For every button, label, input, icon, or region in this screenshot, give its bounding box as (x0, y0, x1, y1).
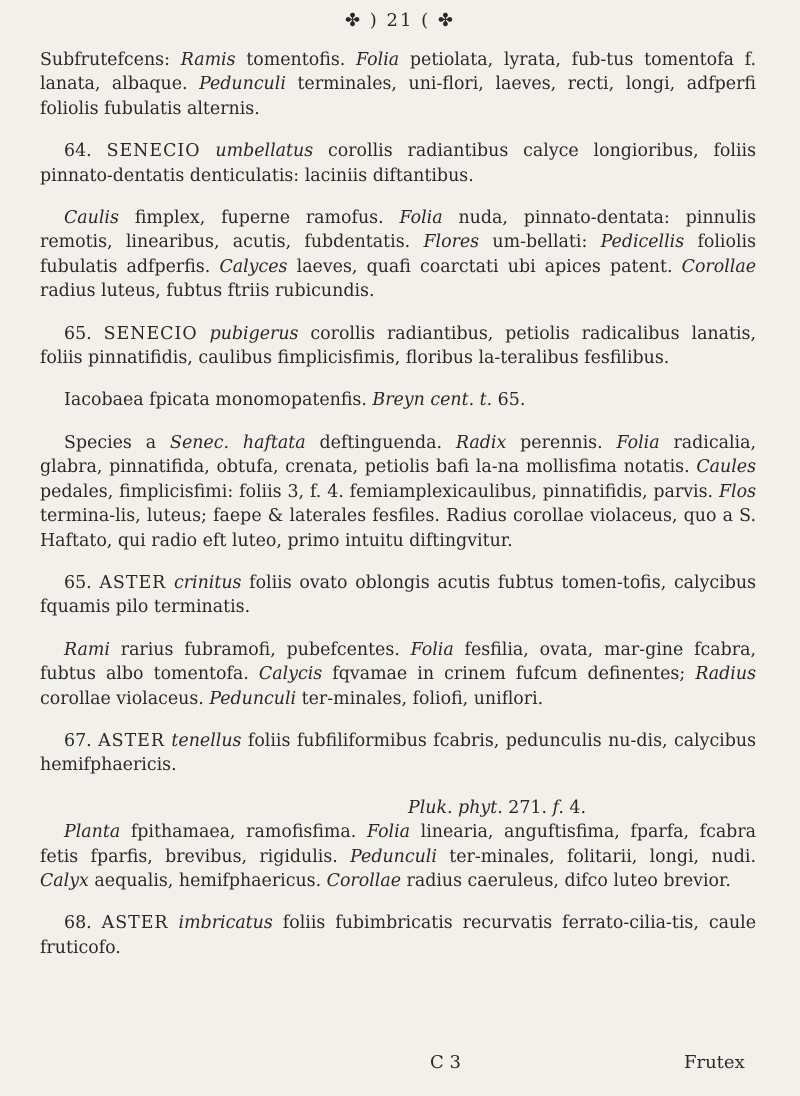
genus-name: ASTER (98, 730, 165, 751)
page-header (0, 10, 800, 31)
entry-65-description: Species a Senec. haftata deftinguenda. Radix perennis. Folia radicalia, glabra, pinnatifida, obtufa, crenata, petiolis bafi la-na mollisfima notatis. Caules pedales, fimplicisfimi: foliis 3, f. 4. femiamplexicaulibus, pinnatifidis, parvis. Flos termina-lis, luteus; faepe & laterales fesfiles. Radius corollae violaceus, quo a S. Haftato, qui radio eft luteo, primo intuitu diftingvitur. (40, 432, 756, 551)
entry-65-senecio: 65. SENECIO pubigerus corollis radiantibus, petiolis radicalibus lanatis, foliis pinnatifidis, caulibus fimplicisfimis, floribus la-teralibus fesfilibus. (40, 323, 757, 369)
entry-64-description: Caulis fimplex, fuperne ramofus. Folia nuda, pinnato-dentata: pinnulis remotis, linearibus, acutis, fubdentatis. Flores um-bellati: Pedicellis foliolis fubulatis adfperfis. Calyces laeves, quafi coarctati ubi apices patent. Corollae radius luteus, fubtus ftriis rubicundis. (40, 208, 757, 302)
intro-paragraph: Subfrutefcens: Ramis tomentofis. Folia petiolata, lyrata, fub-tus tomentofa f. lanata, albaque. Pedunculi terminales, uni-flori, laeves, recti, longi, adfperfi foliolis fubulatis alternis. (40, 50, 756, 119)
entry-65-aster-description: Rami rarius fubramofi, pubefcentes. Folia fesfilia, ovata, mar-gine fcabra, fubtus albo tomentofa. Calycis fqvamae in crinem fufcum definentes; Radius corollae violaceus. Pedunculi ter-minales, foliofi, uniflori. (40, 639, 756, 709)
signature-mark: C 3 (430, 1052, 461, 1073)
species-epithet: imbricatus (178, 913, 273, 934)
species-epithet: umbellatus (215, 141, 314, 162)
entry-65-aster: 65. ASTER crinitus foliis ovato oblongis acutis fubtus tomen-tofis, calycibus fquamis pilo terminatis. (40, 572, 756, 618)
catchword: Frutex (684, 1052, 745, 1073)
genus-name: ASTER (99, 572, 167, 593)
body-text (40, 48, 756, 978)
entry-67-description: Planta fpithamaea, ramofisfima. Folia linearia, anguftisfima, fparfa, fcabra fetis fparfis, brevibus, rigidulis. Pedunculi ter-minales, folitarii, longi, nudi. Calyx aequalis, hemifphaericus. Corollae radius caeruleus, difco luteo brevior. (40, 822, 756, 891)
page-number: 21 (386, 10, 414, 31)
genus-name: ASTER (101, 913, 169, 934)
entry-64: 64. SENECIO umbellatus corollis radiantibus calyce longioribus, foliis pinnato-dentatis denticulatis: laciniis diftantibus. (40, 141, 757, 186)
entry-68: 68. ASTER imbricatus foliis fubimbricatis recurvatis ferrato-cilia-tis, caule fruticofo. (40, 913, 757, 958)
species-epithet: crinitus (173, 572, 242, 593)
ornament-left: ✤ ) (344, 10, 387, 31)
species-epithet: pubigerus (209, 323, 299, 344)
genus-name: SENECIO (106, 141, 201, 162)
entry-67-reference: Pluk. phyt. 271. f. 4. (408, 797, 586, 818)
ornament-right: ( ✤ (413, 10, 456, 31)
entry-65-reference: Iacobaea fpicata monomopatenfis. Breyn cent. t. 65. (64, 390, 526, 411)
species-epithet: tenellus (171, 730, 242, 751)
genus-name: SENECIO (103, 323, 198, 344)
entry-67: 67. ASTER tenellus foliis fubfiliformibus fcabris, pedunculis nu-dis, calycibus hemifphaericis. (40, 730, 757, 776)
